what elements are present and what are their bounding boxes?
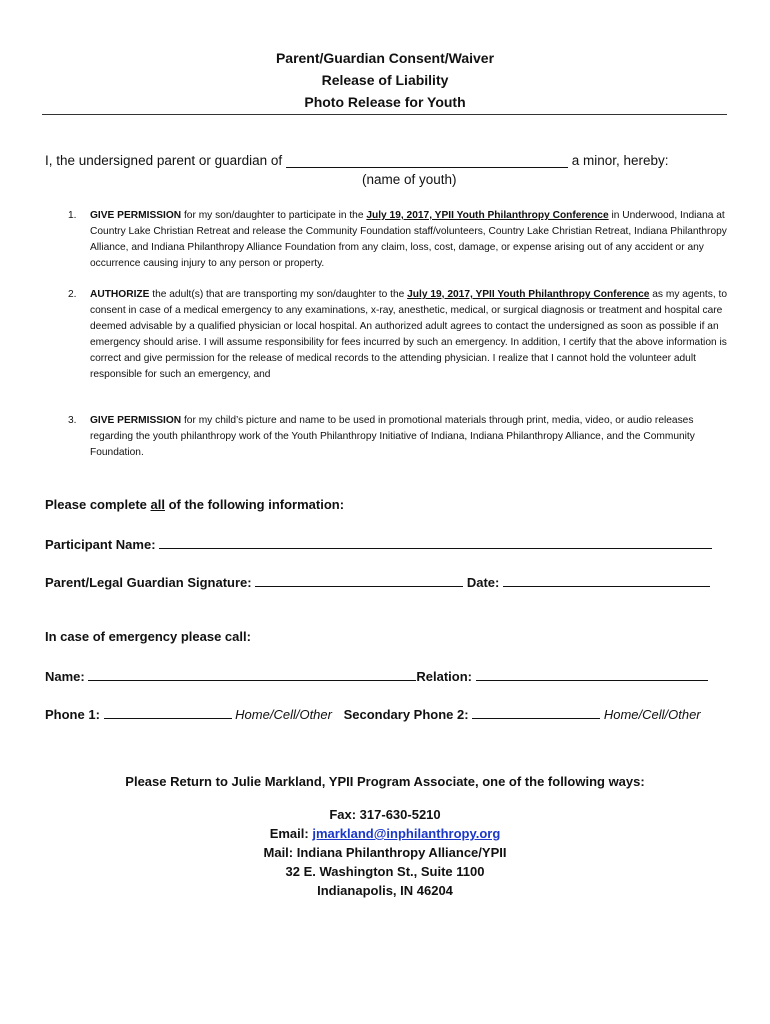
- complete-heading: [45, 497, 344, 512]
- intro-prefix: I, the undersigned parent or guardian of: [45, 153, 283, 168]
- emergency-heading: In case of emergency please call:: [45, 629, 251, 644]
- return-address-1: 32 E. Washington St., Suite 1100: [285, 864, 485, 879]
- participant-row: [45, 535, 712, 552]
- item-text: the adult(s) that are transporting my son/daughter to the: [149, 289, 408, 300]
- phone2-label: Secondary Phone 2:: [343, 707, 469, 722]
- consent-item-2: [68, 287, 728, 399]
- relation-label: Relation:: [416, 669, 472, 684]
- consent-item-1: [68, 208, 728, 272]
- phone1-label: Phone 1:: [45, 707, 100, 722]
- complete-all: all: [150, 497, 165, 512]
- item-number: 2.: [68, 289, 77, 300]
- emergency-name-label: Name:: [45, 669, 85, 684]
- document-subtitle-2: Photo Release for Youth: [304, 94, 466, 110]
- item-text: for my child’s picture and name to be used in promotional materials through print, media, video, or audio releases regarding the youth philanthropy work of the Youth Philanthropy Initiative of Indiana, Indiana Philanthropy Alliance, and the Community Foundation.: [90, 415, 695, 458]
- return-fax: Fax: 317-630-5210: [329, 807, 441, 822]
- guardian-signature-field[interactable]: [255, 573, 463, 587]
- document-subtitle: Release of Liability: [321, 72, 449, 88]
- item-lead: AUTHORIZE: [90, 289, 150, 300]
- header-divider: [42, 114, 727, 115]
- guardian-signature-label: Parent/Legal Guardian Signature:: [45, 575, 252, 590]
- name-of-youth-caption: (name of youth): [362, 172, 457, 187]
- participant-name-field[interactable]: [159, 535, 712, 549]
- return-address-2: Indianapolis, IN 46204: [317, 883, 453, 898]
- guardian-row: [45, 573, 710, 590]
- item-text: as my agents, to consent in case of a medical emergency to any examinations, x-ray, anesthetic, medical, or surgical diagnosis or treatment and hospital care deemed advisable by a qualified physician or local hospital. An authorized adult agrees to contact the undersigned as soon as possible if an emergency should arise. I will assume responsibility for fees incurred by such an emergency. In addition, I certify that the above information is correct and give permission for the release of medical records to the attending physician. I realize that I cannot hold the volunteer adult responsible for such an emergency, and: [90, 289, 727, 380]
- email-link[interactable]: jmarkland@inphilanthropy.org: [312, 826, 501, 841]
- item-text: in Underwood, Indiana at Country Lake Christian Retreat and release the Community Foundation staff/volunteers, Country Lake Christian Retreat, Indiana Philanthropy Alliance, and Indiana Philanthropy Alliance Foundation from any claim, loss, cost, damage, or expense arising out of any accident or any occurrence causing injury to any person or property.: [90, 210, 727, 269]
- item-lead: GIVE PERMISSION: [90, 415, 182, 426]
- phone2-field[interactable]: [472, 705, 600, 719]
- phone1-field[interactable]: [104, 705, 232, 719]
- return-mail: Mail: Indiana Philanthropy Alliance/YPII: [263, 845, 507, 860]
- youth-name-field[interactable]: [286, 153, 568, 168]
- emergency-name-row: [45, 667, 708, 684]
- return-email-row: [0, 826, 770, 841]
- date-label: Date:: [466, 575, 500, 590]
- item-number: 3.: [68, 415, 77, 426]
- phone-row: [45, 705, 701, 722]
- event-name: July 19, 2017, YPII Youth Philanthropy Conference: [366, 210, 609, 221]
- phone1-type: Home/Cell/Other: [235, 707, 332, 722]
- intro-suffix: a minor, hereby:: [571, 153, 669, 168]
- complete-post: of the following information:: [164, 497, 345, 512]
- document-title: Parent/Guardian Consent/Waiver: [275, 50, 495, 66]
- phone2-type: Home/Cell/Other: [603, 707, 701, 722]
- complete-pre: Please complete: [45, 497, 151, 512]
- item-lead: GIVE PERMISSION: [90, 210, 182, 221]
- item-number: 1.: [68, 210, 77, 221]
- participant-label: Participant Name:: [45, 537, 156, 552]
- item-text: for my son/daughter to participate in the: [181, 210, 367, 221]
- return-heading: Please Return to Julie Markland, YPII Program Associate, one of the following ways:: [125, 774, 645, 789]
- intro-line: [45, 153, 669, 168]
- relation-field[interactable]: [476, 667, 708, 681]
- date-field[interactable]: [503, 573, 710, 587]
- emergency-name-field[interactable]: [88, 667, 416, 681]
- consent-item-3: [68, 413, 728, 461]
- event-name: July 19, 2017, YPII Youth Philanthropy Conference: [407, 289, 650, 300]
- email-label: Email:: [269, 826, 313, 841]
